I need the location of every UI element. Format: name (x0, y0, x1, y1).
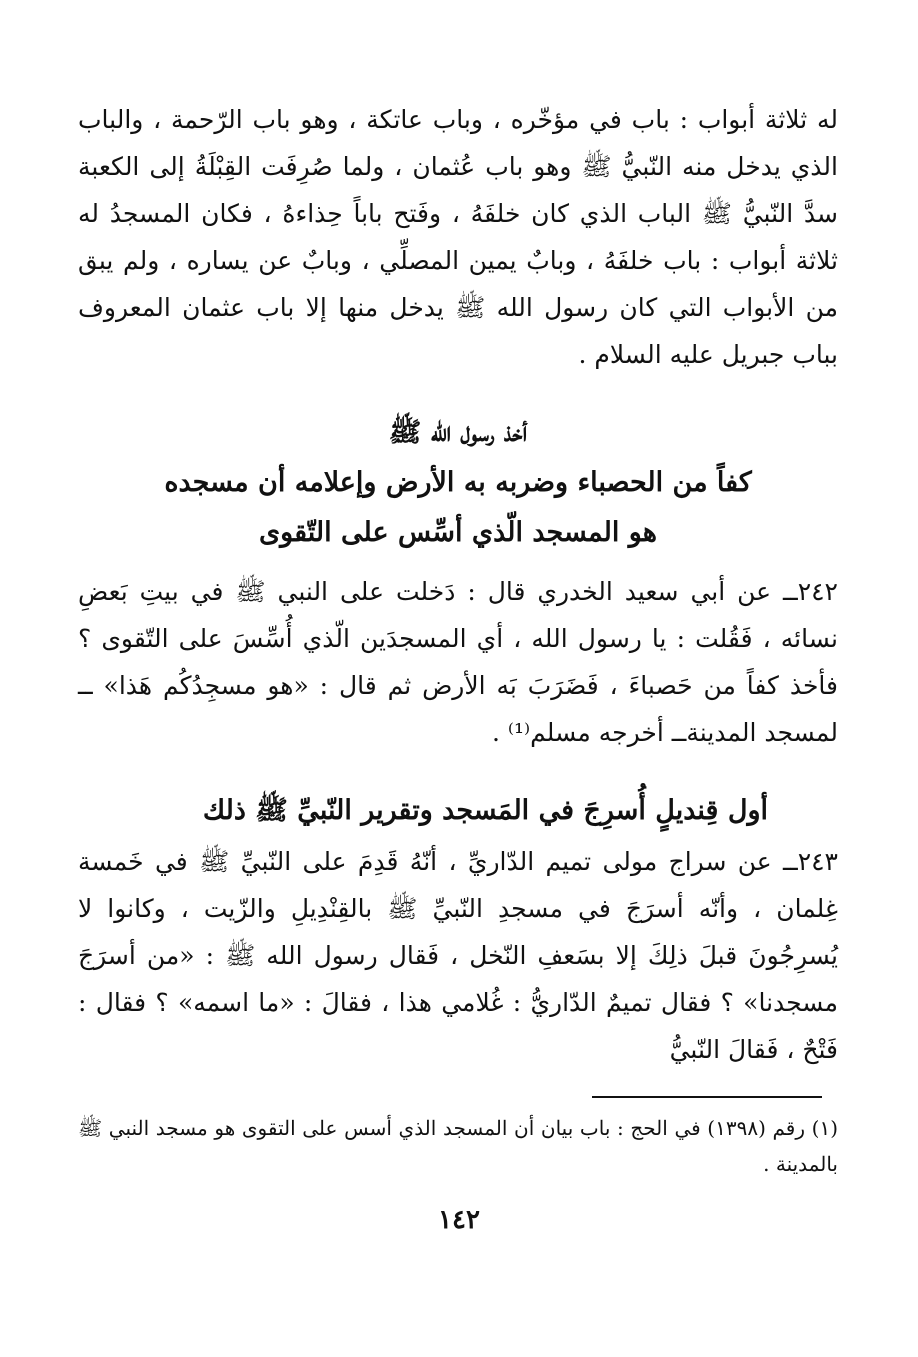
section-heading-1-line-1: أخذ رسول الله ﷺ (388, 417, 528, 448)
section-heading-1-line-3: هو المسجد الّذي أسِّس على التّقوى (259, 517, 657, 548)
page-body (78, 96, 838, 1073)
hadith-242: ٢٤٢ــ عن أبي سعيد الخدري قال : دَخلت على النبي ﷺ في بيتِ بَعضِ نسائه ، فَقُلت : يا رسول الله ، أي المسجدَين الّذي أُسِّسَ على التّقوى ؟ فأخذ كفاً من حَصباءَ ، فَضَرَبَ بَه الأرض ثم قال : «هو مسجِدُكُم هَذا» ــ لمسجد المدينةــ أخرجه مسلم⁽¹⁾ . (78, 577, 838, 747)
page-number: ١٤٢ (438, 1205, 480, 1235)
hadith-243: ٢٤٣ــ عن سراج مولى تميم الدّاريِّ ، أنّهُ قَدِمَ على النّبيِّ ﷺ في خَمسة غِلمان ، وأنّه أسرَجَ في مسجدِ النّبيِّ ﷺ بالقِنْدِيلِ والزّيت ، وكانوا لا يُسرِجُونَ قبلَ ذلِكَ إلا بسَعفِ النّخل ، فَقال رسول الله ﷺ : «من أسرَجَ مسجدنا» ؟ فقال تميمٌ الدّاريُّ : غُلامي هذا ، فقالَ : «ما اسمه» ؟ فقال : فَتْحٌ ، فَقالَ النّبيُّ (78, 847, 838, 1064)
footnote: (١) رقم (١٣٩٨) في الحج : باب بيان أن المسجد الذي أسس على التقوى هو مسجد النبي ﷺ بالمدينة . (78, 1116, 838, 1176)
section-heading-1 (78, 408, 838, 558)
footnote-divider (592, 1096, 822, 1098)
section-heading-2: أول قِنديلٍ أُسرِجَ في المَسجد وتقرير النّبيِّ ﷺ ذلك (202, 795, 768, 826)
paragraph-intro: له ثلاثة أبواب : باب في مؤخّره ، وباب عاتكة ، وهو باب الرّحمة ، والباب الذي يدخل منه النّبيُّ ﷺ وهو باب عُثمان ، ولما صُرِفَت القِبْلَةُ إلى الكعبة سدَّ النّبيُّ ﷺ الباب الذي كان خلفَهُ ، وفَتح باباً حِذاءهُ ، فكان المسجدُ له ثلاثة أبواب : باب خلفَهُ ، وبابٌ يمين المصلِّي ، وبابٌ عن يساره ، ولم يبق من الأبواب التي كان رسول الله ﷺ يدخل منها إلا باب عثمان المعروف بباب جبريل عليه السلام . (78, 105, 838, 369)
section-heading-1-line-2: كفاً من الحصباء وضربه به الأرض وإعلامه أن مسجده (164, 467, 752, 498)
